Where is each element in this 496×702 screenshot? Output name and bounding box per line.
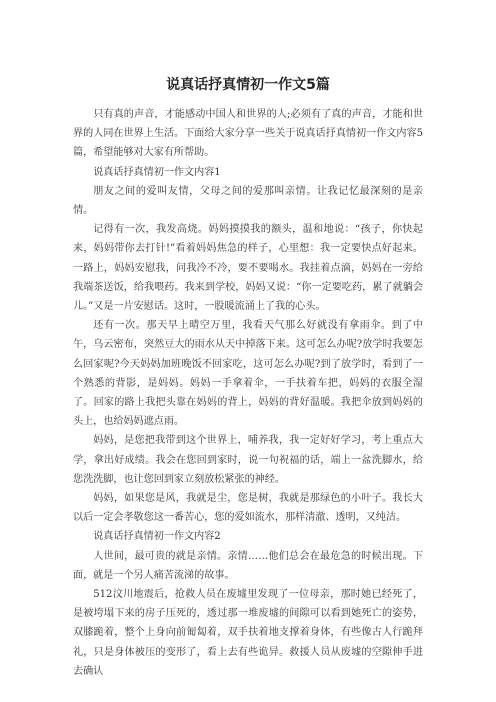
section-heading-2: 说真话抒真情初一作文内容2 (93, 531, 221, 543)
intro-paragraph: 只有真的声音，才能感动中国人和世界的人;必须有了真的声音，才能和世界的人同在世界上生活。下面给大家分享一些关于说真话抒真情初一作文内容5篇，希望能够对大家有所帮助。 (73, 109, 423, 159)
body-paragraph: 512汶川地震后，抢救人员在废墟里发现了一位母亲，那时她已经死了，是被垮塌下来的房子压死的，透过那一堆废墟的间隙可以看到她死亡的姿势，双膝跪着，整个上身向前匍匐着，双手扶着地支撑着身体，有些像古人行跪拜礼，只是身体被压的变形了，看上去有些诡异。救援人员从废墟的空隙伸手进去确认 (73, 589, 423, 677)
section-heading-1: 说真话抒真情初一作文内容1 (93, 166, 221, 178)
body-paragraph: 还有一次。那天早上晴空万里，我看天气那么好就没有拿雨伞。到了中午，乌云密布，突然豆大的雨水从天中掉落下来。这可怎么办呢?放学时我要怎么回家呢?今天妈妈加班晚饭不回家吃，这可怎么办呢?到了放学时，看到了一个熟悉的背影，是妈妈。妈妈一手拿着伞，一手扶着车把，妈妈的衣服全湿了。回家的路上我把头靠在妈妈的背上，妈妈的背好温暖。我把伞放到妈妈的头上，也给妈妈遮点雨。 (73, 320, 423, 428)
document-title: 说真话抒真情初一作文5篇 (166, 77, 330, 93)
body-paragraph: 妈妈，如果您是风，我就是尘，您是树，我就是那绿色的小叶子。我长大以后一定会孝敬您这一番苦心，您的爱如流水，那样清澈、透明，又纯洁。 (73, 493, 423, 524)
body-paragraph: 朋友之间的爱叫友情，父母之间的爱那叫亲情。让我记忆最深刻的是亲情。 (73, 185, 423, 217)
body-paragraph: 记得有一次，我发高烧。妈妈摸摸我的额头，温和地说：“孩子，你快起来，妈妈带你去打针!”看着妈妈焦急的样子，心里想：我一定要快点好起来。一路上，妈妈安慰我，问我冷不冷，要不要喝水。我挂着点滴，妈妈在一旁给我端茶送饭，给我喂药。我来到学校，妈妈又说：“你一定要吃药，累了就躺会儿。”又是一片安慰话。这时，一股暖流涌上了我的心头。 (73, 224, 423, 313)
body-paragraph: 人世间，最可贵的就是亲情。亲情……他们总会在最危急的时候出现。下面，就是一个另人痛苦流涕的故事。 (73, 550, 423, 581)
body-paragraph: 妈妈，是您把我带到这个世界上，哺养我，我一定好好学习，考上重点大学，拿出好成绩。我会在您回到家时，说一句祝福的话，端上一盆洗脚水，给您洗洗脚，也让您回到家立刻放松紧张的神经。 (73, 435, 423, 485)
